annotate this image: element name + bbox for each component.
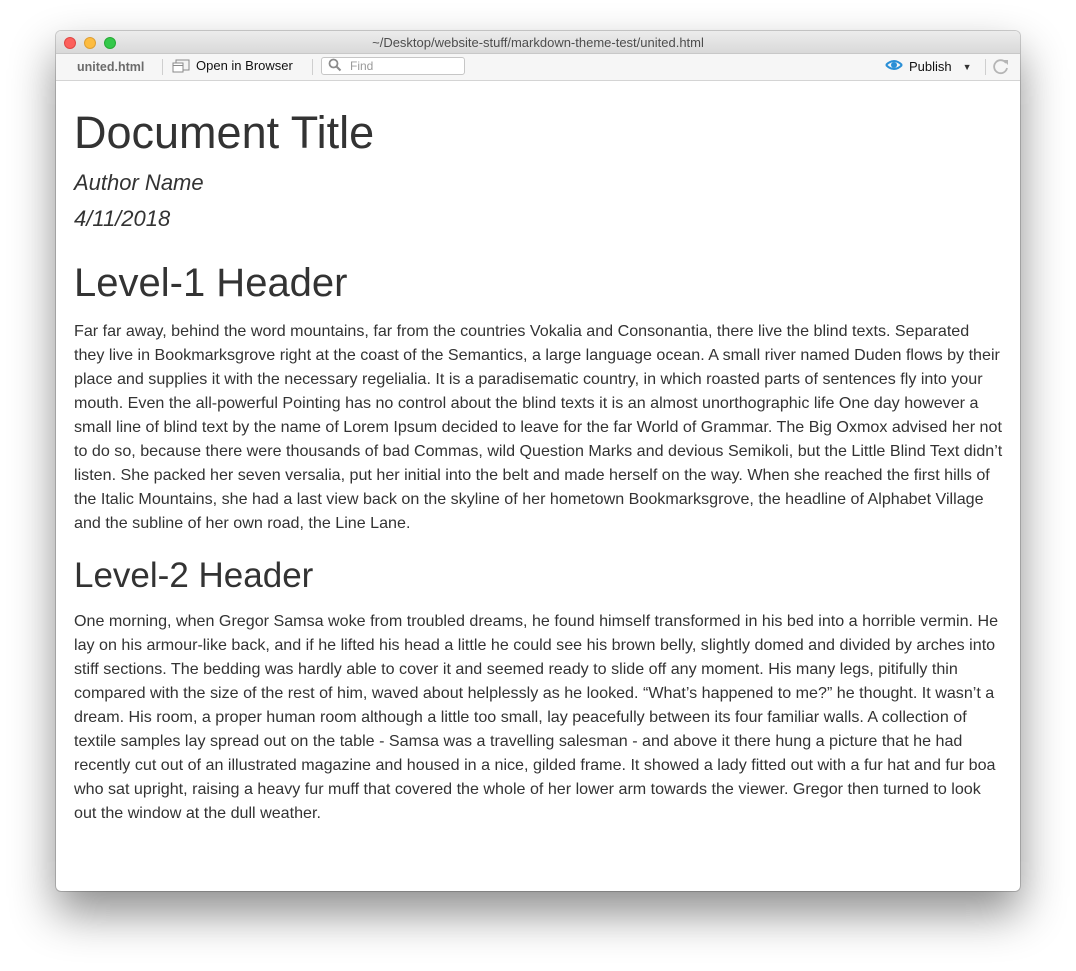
title-bar: [56, 31, 1020, 54]
document-content: [74, 91, 1004, 825]
open-in-browser-label: Open in Browser: [196, 58, 293, 73]
publish-button[interactable]: [884, 58, 972, 75]
find-input[interactable]: [350, 59, 450, 73]
section-1-paragraph: Far far away, behind the word mountains, far from the countries Vokalia and Consonantia, there live the blind texts. Separated they live in Bookmarksgrove right at the coast of the Semantics, a large language ocean. A small river named Duden flows by their place and supplies it with the necessary regelialia. It is a paradisematic country, in which roasted parts of sentences fly into your mouth. Even the all-powerful Pointing has no control about the blind texts it is an almost unorthographic life One day however a small line of blind text by the name of Lorem Ipsum decided to leave for the far World of Grammar. The Big Oxmox advised her not to do so, because there were thousands of bad Commas, wild Question Marks and devious Semikoli, but the Little Blind Text didn’t listen. She packed her seven versalia, put her initial into the belt and made herself on the way. When she reached the first hills of the Italic Mountains, she had a last view back on the skyline of her hometown Bookmarksgrove, the headline of Alphabet Village and the subline of her own road, the Line Lane.: [74, 322, 1003, 532]
chevron-down-icon[interactable]: ▼: [962, 61, 972, 72]
level-2-header: Level-2 Header: [74, 556, 314, 595]
publish-icon: [884, 58, 904, 75]
open-in-browser-button[interactable]: [172, 58, 293, 73]
browser-window-icon: [172, 59, 190, 73]
section-2-paragraph: One morning, when Gregor Samsa woke from troubled dreams, he found himself transformed in his bed into a horrible vermin. He lay on his armour-like back, and if he lifted his head a little he could see his brown belly, slightly domed and divided by arches into stiff sections. The bedding was hardly able to cover it and seemed ready to slide off any moment. His many legs, pitifully thin compared with the size of the rest of him, waved about helplessly as he looked. “What’s happened to me?” he thought. It wasn’t a dream. His room, a proper human room although a little too small, lay peacefully between its four familiar walls. A collection of textile samples lay spread out on the table - Samsa was a travelling salesman - and above it there hung a picture that he had recently cut out of an illustrated magazine and housed in a nice, gilded frame. It showed a lady fitted out with a fur hat and fur boa who sat upright, raising a heavy fur muff that covered the whole of her lower arm towards the viewer. Gregor then turned to look out the window at the dull weather.: [74, 612, 999, 822]
document-date: 4/11/2018: [74, 206, 171, 231]
document-title: Document Title: [74, 107, 375, 158]
toolbar-divider: [312, 59, 313, 75]
app-window: [56, 31, 1020, 891]
viewer-toolbar: [56, 54, 1020, 81]
level-1-header: Level-1 Header: [74, 261, 348, 305]
file-label: united.html: [77, 60, 145, 74]
refresh-button[interactable]: [992, 58, 1010, 79]
find-box[interactable]: [321, 57, 465, 75]
publish-label: Publish: [909, 59, 952, 74]
refresh-icon: [992, 64, 1010, 79]
toolbar-divider: [985, 59, 986, 75]
author-name: Author Name: [74, 170, 204, 195]
window-title: ~/Desktop/website-stuff/markdown-theme-test/united.html: [372, 35, 704, 50]
magnifier-icon: [328, 58, 342, 75]
toolbar-divider: [162, 59, 163, 75]
